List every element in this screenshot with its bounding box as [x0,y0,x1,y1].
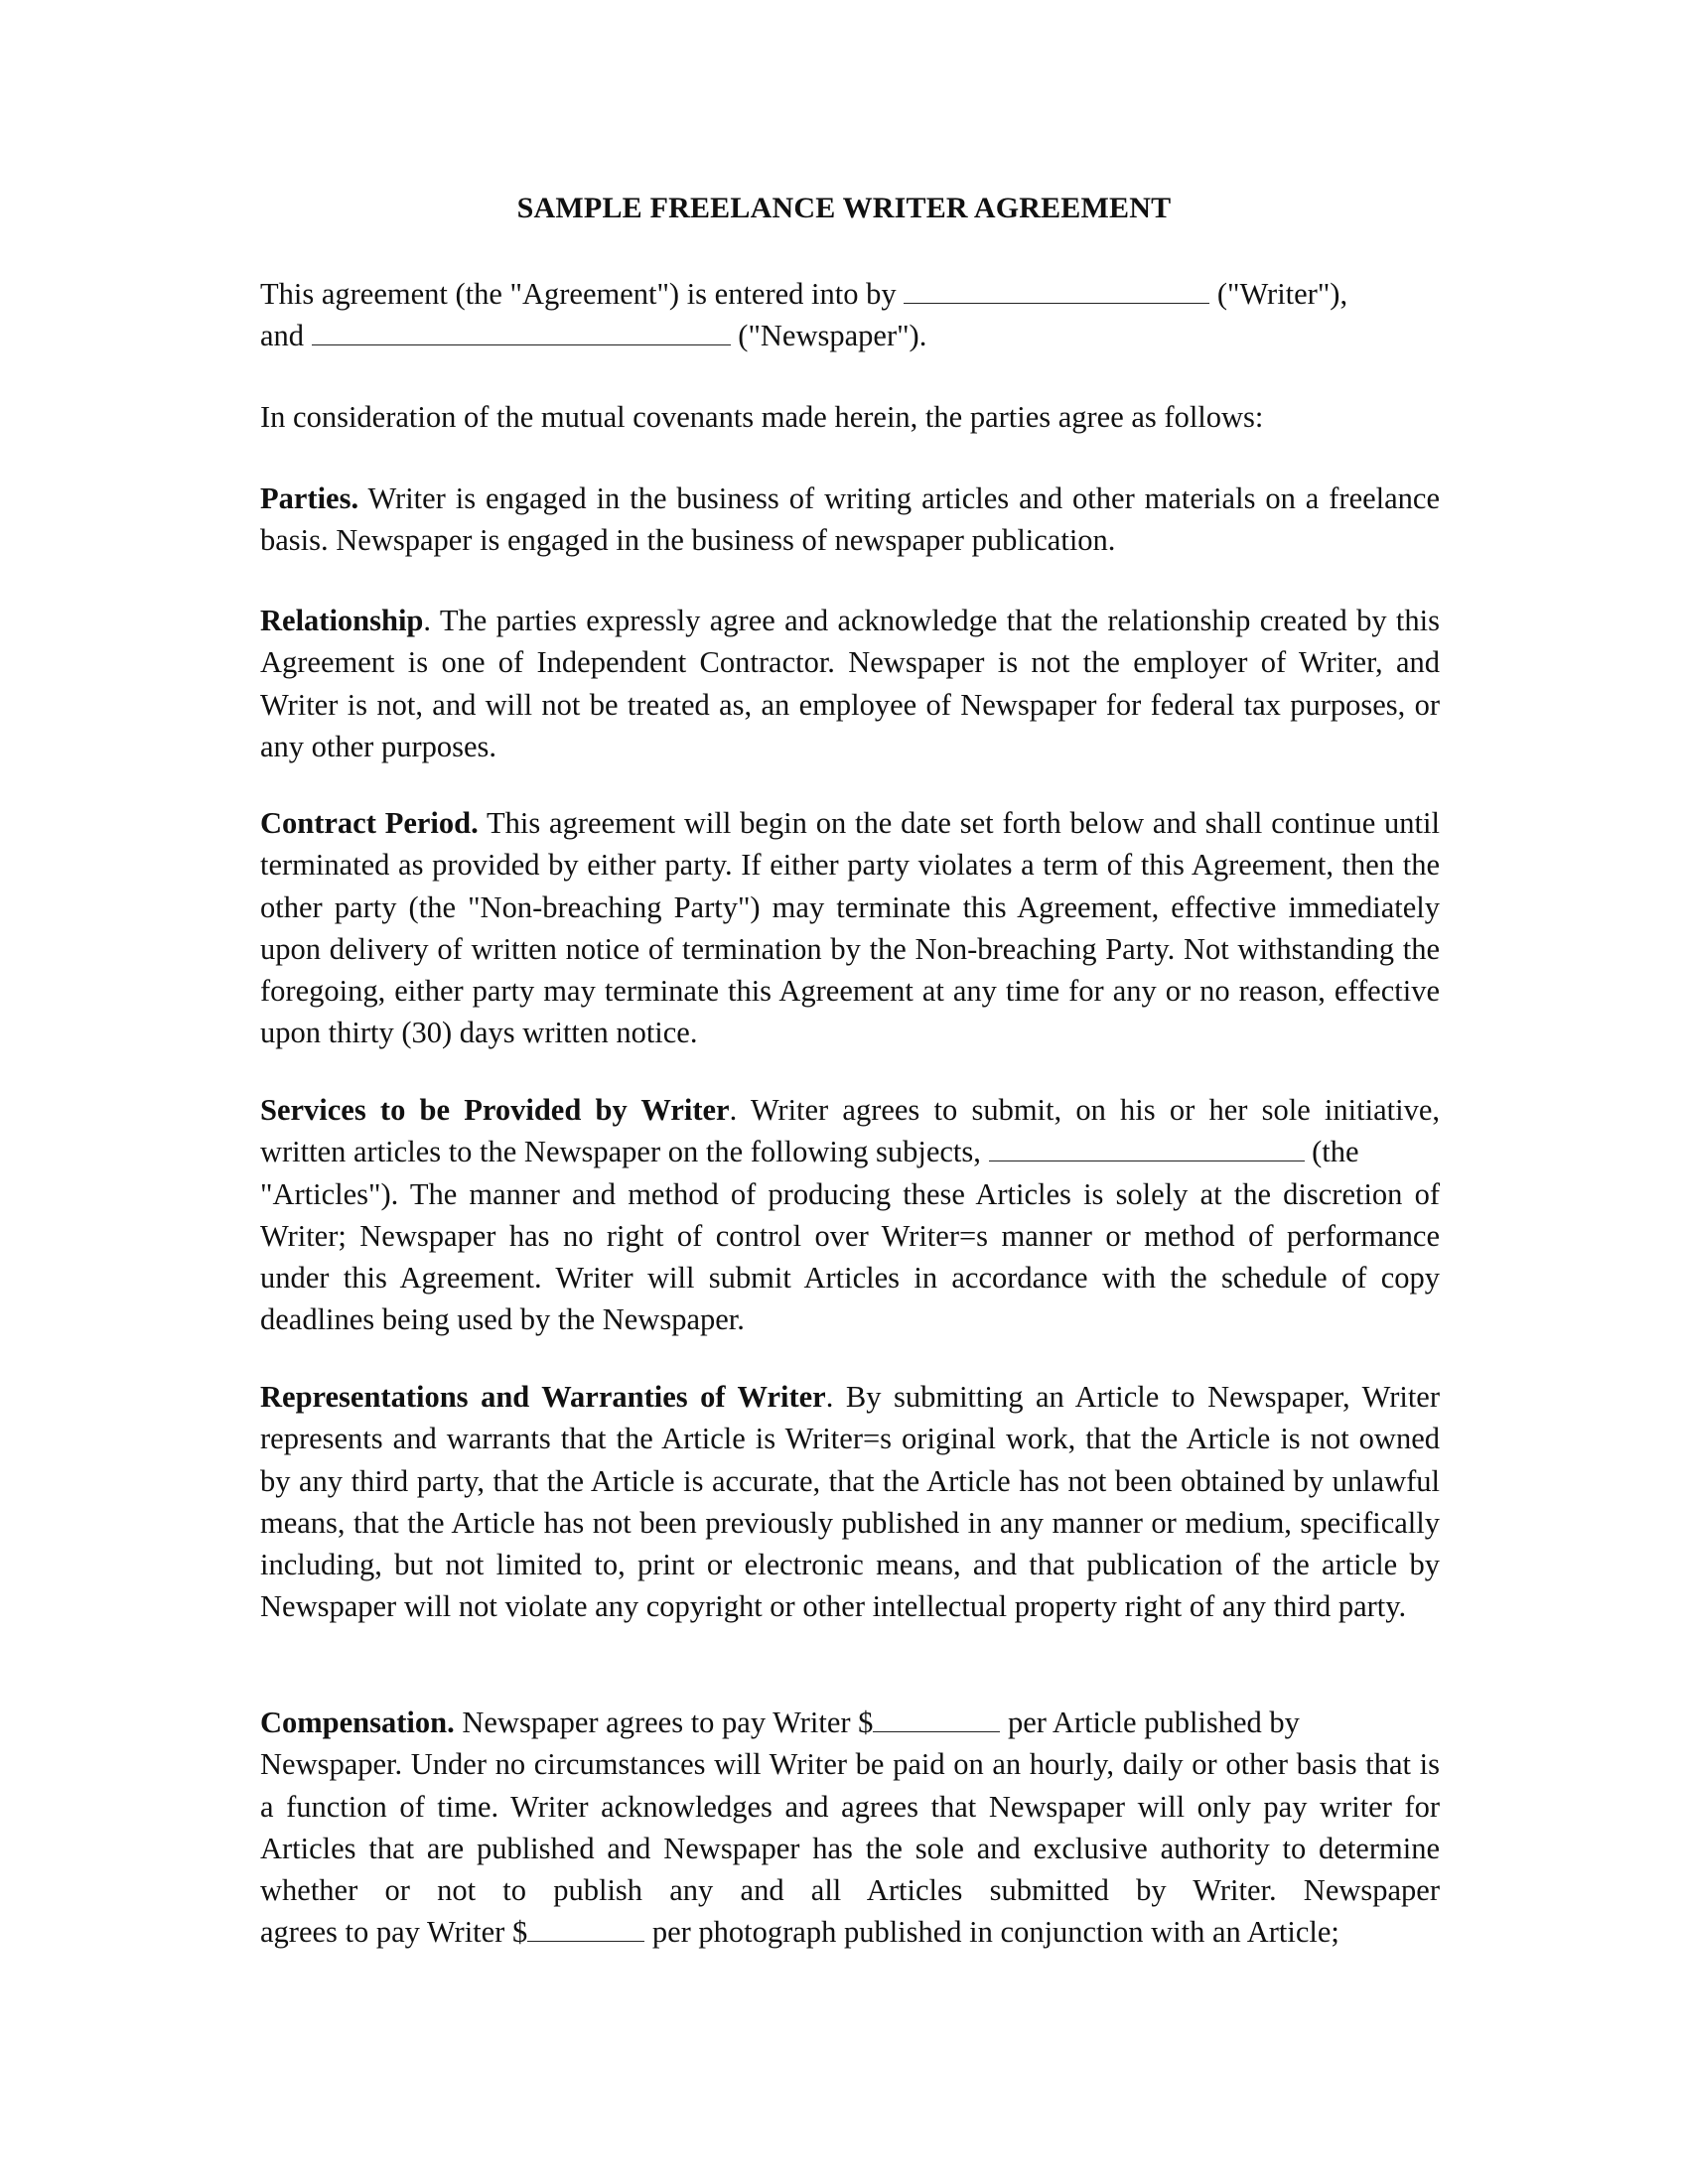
section-text: . Writer agrees to submit, on his or her sole initiative, [729,1093,1440,1127]
intro-paragraph [260,273,1440,357]
compensation-middle: Newspaper. Under no circumstances will Writer be paid on an hourly, daily or other basis that is a function of time. Writer acknowledges and agrees that Newspaper will only pay writer for Articles that are published and Newspaper has the sole and exclusive authority to determine whether or not to publish any and all Articles submitted by Writer. Newspaper [260,1747,1440,1908]
section-text: . By submitting an Article to Newspaper, Writer represents and warrants that the Article is Writer=s original work, that the Article is not owned by any third party, that the Article is accurate, that the Article has not been obtained by unlawful means, that the Article has not been previously published in any manner or medium, specifically including, but not limited to, print or electronic means, and that publication of the article by Newspaper will not violate any copyright or other intellectual property right of any third party. [260,1380,1440,1624]
section-heading: Parties. [260,481,359,515]
newspaper-name-blank[interactable] [312,316,731,345]
compensation-last-line [260,1911,1440,1953]
section-heading: Relationship [260,604,424,637]
section-text: . The parties expressly agree and acknowledge that the relationship created by this Agreement is one of Independent Contractor. Newspaper is not the employer of Writer, and Writer is not, and will not be treated as, an employee of Newspaper for federal tax purposes, or any other purposes. [260,604,1440,763]
section-text: Newspaper agrees to pay Writer $ [454,1706,874,1739]
intro-text: This agreement (the "Agreement") is entered into by [260,277,905,311]
services-line-2 [260,1131,1440,1172]
section-text: agrees to pay Writer $ [260,1915,528,1950]
services-line-1 [260,1089,1440,1131]
subjects-blank[interactable] [989,1132,1305,1161]
intro-and: and [260,319,312,353]
section-heading: Services to be Provided by Writer [260,1093,730,1127]
newspaper-label: ("Newspaper"). [730,319,927,353]
section-text: (the [1304,1135,1359,1169]
section-contract-period [260,802,1440,1054]
compensation-line-1 [260,1702,1440,1743]
consideration-paragraph: In consideration of the mutual covenants made herein, the parties agree as follows: [260,400,1264,434]
section-text: written articles to the Newspaper on the following subjects, [260,1135,989,1169]
section-representations [260,1376,1440,1628]
page-title: SAMPLE FREELANCE WRITER AGREEMENT [516,192,1172,224]
section-text: Writer is engaged in the business of writing articles and other materials on a freelance basis. Newspaper is engaged in the business of newspaper publication. [260,481,1440,558]
section-parties [260,478,1440,562]
section-text: per Article published by [1000,1706,1300,1739]
section-heading: Representations and Warranties of Writer [260,1380,826,1414]
section-compensation [260,1702,1440,1954]
section-heading: Contract Period. [260,806,479,840]
writer-name-blank[interactable] [904,274,1209,304]
section-text: per photograph published in conjunction with an Article; [644,1915,1339,1950]
section-relationship [260,600,1440,767]
intro-line-1 [260,273,1440,315]
section-text: This agreement will begin on the date set forth below and shall continue until terminated as provided by either party. If either party violates a term of this Agreement, then the other party (the "Non-breaching Party") may terminate this Agreement, effective immediately upon delivery of written notice of termination by the Non-breaching Party. Not withstanding the foregoing, either party may terminate this Agreement at any time for any or no reason, effective upon thirty (30) days written notice. [260,806,1440,1050]
photo-rate-blank[interactable] [527,1913,644,1943]
services-rest: "Articles"). The manner and method of producing these Articles is solely at the discretion of Writer; Newspaper has no right of control over Writer=s manner or method of performance under this Agreement. Writer will submit Articles in accordance with the schedule of copy deadlines being used by the Newspaper. [260,1176,1440,1337]
section-services [260,1089,1440,1341]
intro-line-2 [260,315,1440,356]
article-rate-blank[interactable] [873,1703,1000,1732]
writer-label: ("Writer"), [1209,277,1348,311]
section-heading: Compensation. [260,1706,455,1739]
